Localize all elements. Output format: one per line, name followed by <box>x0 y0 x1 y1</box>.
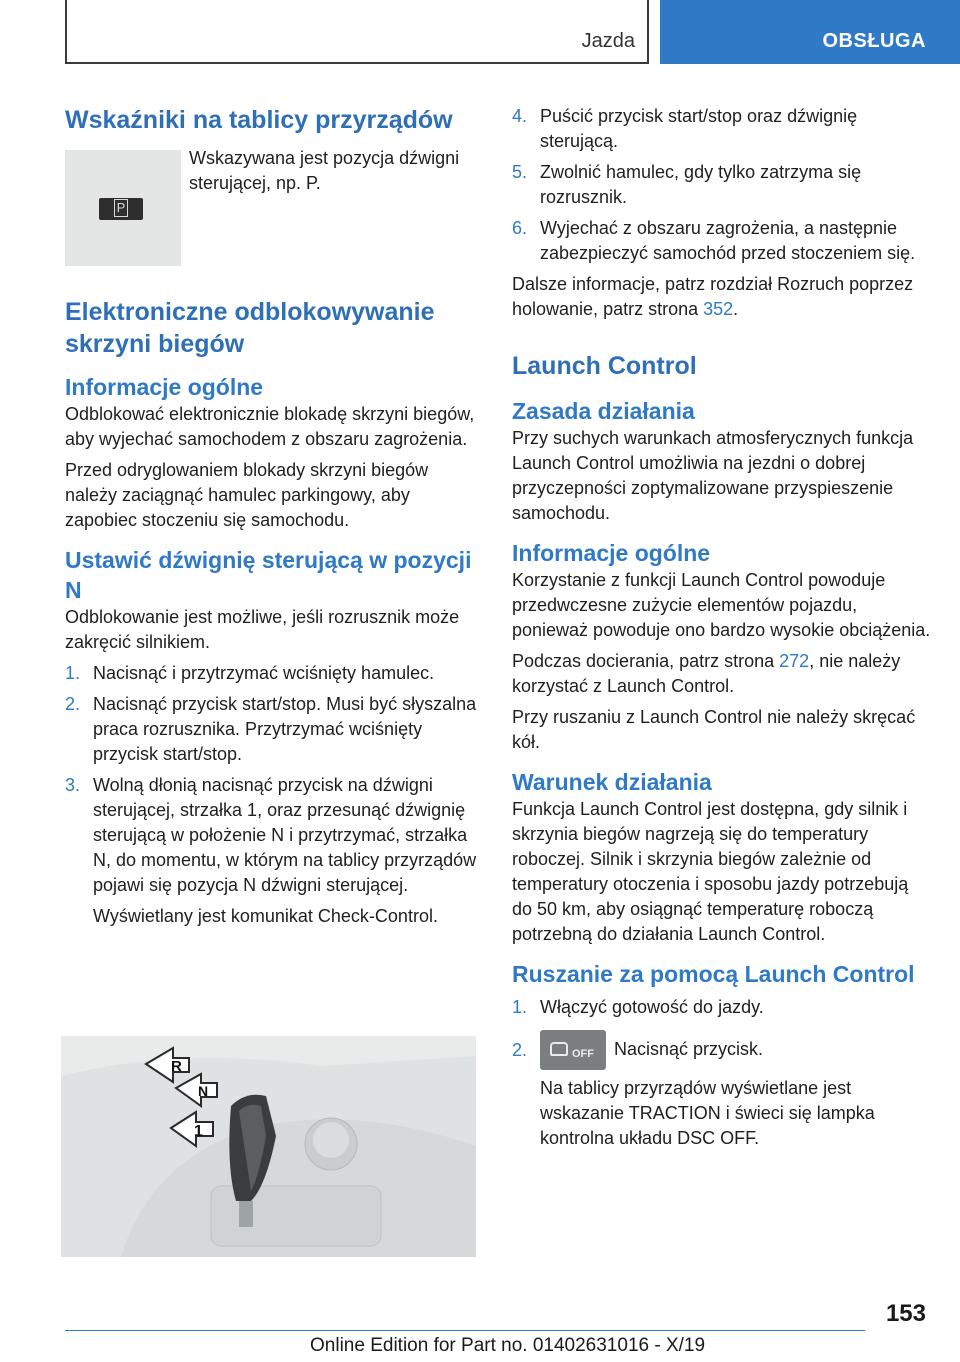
info-paragraph-1: Odblokować elektronicznie blokadę skrzyni biegów, aby wyjechać samochodem z obszaru zagrożenia. <box>65 404 475 449</box>
wskazniki-text: Wskazywana jest pozycja dźwigni sterującej, np. P. <box>189 148 460 193</box>
gear-position-display-image <box>65 150 181 266</box>
section-title: Jazda <box>581 30 635 52</box>
list-item: 3. Wolną dłonią nacisnąć przycisk na dźwigni sterującej, strzałka 1, oraz przesunąć dźwignię sterującą w położenie N i przytrzymać, strzałka N, do momentu, w którym na tablicy przyrządów pojawi się pozycja N dźwigni sterującej. Wyświetlany jest komunikat Check-Control. <box>65 773 480 929</box>
list-item: 1. Nacisnąć i przytrzymać wciśnięty hamulec. <box>65 663 435 683</box>
edition-text: Online Edition for Part no. 01402631016 - X/19 <box>310 1335 706 1356</box>
info-right-paragraph-2: Podczas docierania, patrz strona 272, nie należy korzystać z Launch Control. <box>512 651 901 696</box>
gear-selector-image <box>61 1036 476 1257</box>
info-paragraph-2: Przed odryglowaniem blokady skrzyni biegów należy zaciągnąć hamulec parkingowy, aby zapobiec stoczeniu się samochodu. <box>65 460 429 530</box>
right-column <box>512 104 932 1151</box>
chapter-title: OBSŁUGA <box>822 30 926 52</box>
heading-ustawic: Ustawić dźwignię sterującą w pozycji N <box>65 547 472 603</box>
step3-subtext: Wyświetlany jest komunikat Check-Control. <box>93 906 438 926</box>
left-column <box>65 104 480 929</box>
zasada-paragraph: Przy suchych warunkach atmosferycznych funkcja Launch Control umożliwia na jezdni o dobrej przyczepności zoptymalizowane przyspieszenie samochodu. <box>512 428 914 523</box>
arrow-1-label: 1 <box>194 1123 203 1140</box>
info-right-paragraph-3: Przy ruszaniu z Launch Control nie należy skręcać kół. <box>512 707 916 752</box>
steps-launch-list <box>512 995 932 1151</box>
list-item: 6. Wyjechać z obszaru zagrożenia, a następnie zabezpieczyć samochód przed stoczeniem się. <box>512 218 916 263</box>
park-letter: P <box>114 199 128 217</box>
ustawic-paragraph: Odblokowanie jest możliwe, jeśli rozrusznik może zakręcić silnikiem. <box>65 607 460 652</box>
heading-zasada: Zasada działania <box>512 398 695 424</box>
heading-info-left: Informacje ogólne <box>65 374 264 400</box>
steps-right-list <box>512 104 932 266</box>
footer-divider <box>65 1330 865 1331</box>
header-section-box <box>65 0 649 64</box>
dsc-off-button-icon: OFF <box>540 1030 606 1070</box>
list-item: 4. Puścić przycisk start/stop oraz dźwignię sterującą. <box>512 106 858 151</box>
page-number: 153 <box>885 1300 926 1327</box>
warunek-paragraph: Funkcja Launch Control jest dostępna, gdy silnik i skrzynia biegów nagrzeją się do temperatury roboczej. Silnik i skrzynia biegów zależnie od temperatury otoczenia i sposobu jazdy potrzebują do 50 km, aby osiągnąć temperaturę roboczą potrzebną do działania Launch Control. <box>512 799 909 944</box>
header-chapter-tab[interactable] <box>660 0 960 64</box>
heading-wskazniki: Wskaźniki na tablicy przyrządów <box>65 106 453 134</box>
heading-info-right: Informacje ogólne <box>512 540 711 566</box>
info-right-paragraph-1: Korzystanie z funkcji Launch Control powoduje przedwczesne zużycie elementów pojazdu, ponieważ powoduje ono bardzo wysokie obciążenia. <box>512 570 931 640</box>
steps-left-list <box>65 661 480 929</box>
car-traction-icon <box>550 1042 568 1056</box>
step2-subtext: Na tablicy przyrządów wyświetlane jest wskazanie TRACTION i świeci się lampka kontrolna układu DSC OFF. <box>540 1078 875 1148</box>
list-item: 2. OFF Nacisnąć przycisk. Na tablicy przyrządów wyświetlane jest wskazanie TRACTION i świeci się lampka kontrolna układu DSC OFF. <box>512 1030 932 1151</box>
park-symbol-icon <box>99 198 143 220</box>
heading-ruszanie: Ruszanie za pomocą Launch Control <box>512 961 915 987</box>
arrow-r-label: R <box>171 1058 182 1075</box>
heading-launch-control: Launch Control <box>512 352 697 380</box>
list-item: 2. Nacisnąć przycisk start/stop. Musi być słyszalna praca rozrusznika. Przytrzymać wciśnięty przycisk start/stop. <box>65 694 477 764</box>
dalsze-paragraph: Dalsze informacje, patrz rozdział Rozruch poprzez holowanie, patrz strona 352. <box>512 274 914 319</box>
list-item: 1. Włączyć gotowość do jazdy. <box>512 997 764 1017</box>
page-link-352[interactable]: 352 <box>703 299 734 319</box>
arrow-n-label: N <box>198 1083 209 1099</box>
heading-warunek: Warunek działania <box>512 769 712 795</box>
list-item: 5. Zwolnić hamulec, gdy tylko zatrzyma się rozrusznik. <box>512 162 862 207</box>
heading-elektroniczne: Elektroniczne odblokowywanie skrzyni biegów <box>65 298 435 358</box>
page-link-272[interactable]: 272 <box>779 651 810 671</box>
